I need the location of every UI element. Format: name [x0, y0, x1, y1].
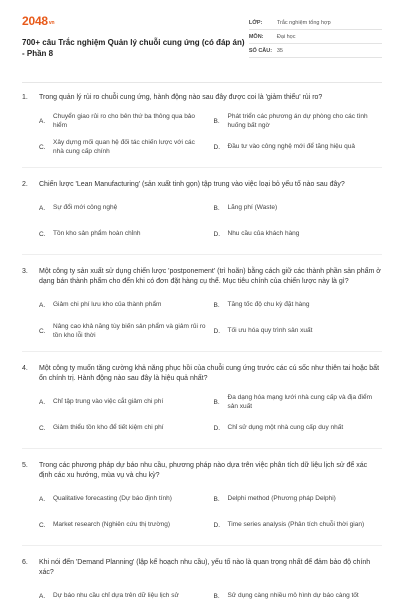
option-text: Giảm thiểu tồn kho để tiết kiệm chi phí: [53, 424, 164, 432]
answer-option[interactable]: [39, 586, 208, 600]
answer-option[interactable]: [39, 321, 208, 341]
logo-suffix: vn: [48, 20, 55, 26]
header-divider: [22, 82, 382, 83]
option-letter: D.: [213, 327, 220, 335]
option-text: Giảm chi phí lưu kho của thành phẩm: [53, 301, 162, 309]
meta-value: Trắc nghiệm tổng hợp: [276, 19, 331, 26]
option-text: Tối ưu hóa quy trình sản xuất: [227, 327, 313, 335]
answer-options: [22, 111, 382, 157]
question-number: 1.: [22, 94, 28, 101]
option-letter: A.: [39, 592, 46, 600]
option-text: Dự báo nhu cầu chỉ dựa trên dữ liệu lịch sử: [53, 592, 179, 600]
answer-option[interactable]: [214, 295, 383, 315]
answer-option[interactable]: [214, 418, 383, 438]
question-header: [22, 558, 382, 578]
question-item: [22, 461, 382, 546]
answer-option[interactable]: [214, 586, 383, 600]
answer-option[interactable]: [39, 392, 208, 412]
option-text: Time series analysis (Phân tích chuỗi thời gian): [227, 521, 365, 529]
option-text: Xây dựng mối quan hệ đối tác chiến lược với các nhà cung cấp chính: [53, 138, 195, 155]
answer-option[interactable]: [214, 392, 383, 412]
question-item: [22, 364, 382, 449]
option-text: Tăng tốc độ chu kỳ đặt hàng: [227, 301, 310, 309]
meta-label: SỐ CÂU:: [248, 47, 273, 54]
option-text: Lãng phí (Waste): [227, 204, 278, 212]
option-text: Qualitative forecasting (Dự báo định tính): [53, 495, 172, 503]
option-letter: A.: [39, 204, 46, 212]
question-text: Chiến lược 'Lean Manufacturing' (sản xuất tinh gọn) tập trung vào việc loại bỏ yếu tố nào sau đây?: [39, 181, 345, 188]
option-letter: A.: [39, 398, 46, 406]
option-text: Chỉ sử dụng một nhà cung cấp duy nhất: [227, 424, 344, 432]
meta-label: LỚP:: [248, 19, 263, 26]
option-text: Đa dạng hóa mạng lưới nhà cung cấp và địa điểm sản xuất: [227, 393, 372, 410]
answer-option[interactable]: [214, 137, 383, 157]
answer-option[interactable]: [39, 295, 208, 315]
question-item: [22, 180, 382, 255]
answer-options: [22, 198, 382, 244]
meta-row-count: [249, 44, 382, 58]
answer-option[interactable]: [39, 111, 208, 131]
option-letter: B.: [213, 592, 220, 600]
question-text: Một công ty muốn tăng cường khả năng phục hồi của chuỗi cung ứng trước các cú sốc như thiên tai hoặc bất ổn chính trị. Hành động nào sau đây là hiệu quả nhất?: [39, 365, 380, 382]
answer-options: [22, 586, 382, 600]
option-letter: B.: [213, 204, 220, 212]
option-letter: D.: [213, 521, 220, 529]
option-letter: C.: [39, 424, 46, 432]
option-text: Market research (Nghiên cứu thị trường): [53, 521, 171, 529]
answer-option[interactable]: [214, 515, 383, 535]
answer-option[interactable]: [39, 418, 208, 438]
option-letter: C.: [39, 143, 46, 151]
header-left: [22, 14, 249, 72]
answer-option[interactable]: [39, 489, 208, 509]
meta-row-subject: [249, 30, 382, 44]
question-text: Một công ty sản xuất sử dụng chiến lược 'postponement' (trì hoãn) bằng cách giữ các thành phần sản phẩm ở dạng bán thành phẩm cho đến khi có đơn đặt hàng cụ thể. Mục tiêu chính của chiến lược này là gì?: [39, 268, 381, 285]
question-header: [22, 364, 382, 384]
document-header: [22, 14, 382, 72]
question-number: 4.: [22, 365, 28, 372]
option-letter: D.: [213, 143, 220, 151]
option-text: Sự đổi mới công nghệ: [53, 204, 118, 212]
answer-option[interactable]: [214, 224, 383, 244]
answer-option[interactable]: [39, 515, 208, 535]
meta-row-class: [249, 16, 382, 30]
option-text: Đầu tư vào công nghệ mới để tăng hiệu quả: [227, 143, 356, 151]
question-number: 2.: [22, 181, 28, 188]
option-text: Delphi method (Phương pháp Delphi): [227, 495, 336, 503]
option-letter: B.: [213, 301, 220, 309]
question-header: [22, 461, 382, 481]
option-letter: A.: [39, 117, 46, 125]
option-text: Sử dụng càng nhiều mô hình dự báo càng tốt: [227, 592, 359, 600]
option-text: Tồn kho sản phẩm hoàn chỉnh: [53, 230, 141, 238]
question-header: [22, 180, 382, 190]
question-item: [22, 558, 382, 600]
question-number: 3.: [22, 268, 28, 275]
meta-label: MÔN:: [248, 33, 264, 40]
option-letter: C.: [39, 521, 46, 529]
option-letter: B.: [213, 398, 220, 406]
question-header: [22, 267, 382, 287]
option-letter: D.: [213, 424, 220, 432]
site-logo[interactable]: [22, 14, 249, 28]
answer-option[interactable]: [39, 137, 208, 157]
answer-options: [22, 392, 382, 438]
option-text: Chỉ tập trung vào việc cắt giảm chi phí: [53, 398, 164, 406]
option-letter: A.: [39, 301, 46, 309]
option-letter: B.: [213, 495, 220, 503]
question-item: [22, 267, 382, 352]
answer-option[interactable]: [214, 321, 383, 341]
question-header: [22, 93, 382, 103]
option-letter: D.: [213, 230, 220, 238]
document-title: 700+ câu Trắc nghiệm Quản lý chuỗi cung ứng (có đáp án) - Phần 8: [22, 38, 245, 58]
question-text: Trong quản lý rủi ro chuỗi cung ứng, hành động nào sau đây được coi là 'giảm thiểu' rủi ro?: [39, 94, 323, 101]
question-number: 6.: [22, 559, 28, 566]
answer-option[interactable]: [214, 111, 383, 131]
question-text: Trong các phương pháp dự báo nhu cầu, phương pháp nào dựa trên việc phân tích dữ liệu lịch sử để xác định các xu hướng, mùa vụ và chu kỳ?: [39, 462, 368, 479]
question-text: Khi nói đến 'Demand Planning' (lập kế hoạch nhu cầu), yếu tố nào là quan trọng nhất để đảm bảo độ chính xác?: [39, 559, 371, 576]
answer-option[interactable]: [39, 224, 208, 244]
answer-option[interactable]: [214, 198, 383, 218]
option-letter: A.: [39, 495, 46, 503]
answer-option[interactable]: [214, 489, 383, 509]
logo-text: 2048: [22, 14, 48, 28]
question-item: [22, 93, 382, 168]
meta-value: Đại học: [276, 33, 296, 40]
option-text: Nâng cao khả năng tùy biến sản phẩm và giảm rủi ro tồn kho lỗi thời: [53, 322, 206, 339]
option-letter: B.: [213, 117, 220, 125]
meta-value: 35: [276, 47, 283, 54]
question-number: 5.: [22, 462, 28, 469]
answer-options: [22, 295, 382, 341]
answer-option[interactable]: [39, 198, 208, 218]
answer-options: [22, 489, 382, 535]
meta-panel: [249, 14, 382, 72]
option-letter: C.: [39, 230, 46, 238]
option-text: Nhu cầu của khách hàng: [227, 230, 300, 238]
option-letter: C.: [39, 327, 46, 335]
option-text: Phát triển các phương án dự phòng cho các tình huống bất ngờ: [227, 112, 368, 129]
question-list: [22, 93, 382, 600]
option-text: Chuyển giao rủi ro cho bên thứ ba thông qua bảo hiểm: [53, 112, 196, 129]
